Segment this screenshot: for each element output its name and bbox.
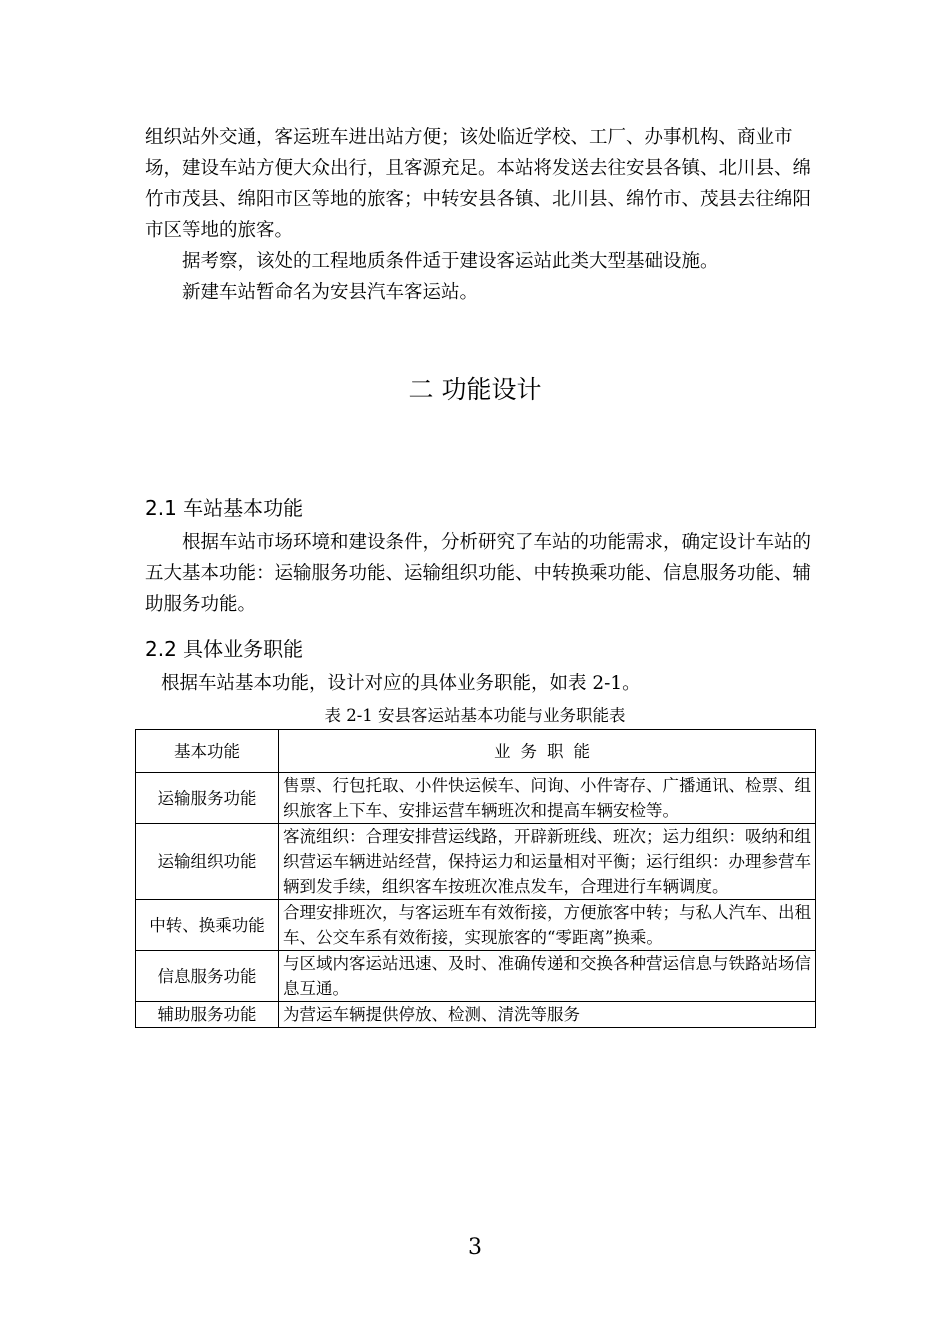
row-function: 信息服务功能: [136, 951, 279, 1002]
intro-paragraph-3: 新建车站暂命名为安县汽车客运站。: [182, 282, 479, 303]
table-caption: 表 2-1 安县客运站基本功能与业务职能表: [324, 706, 626, 725]
table-row: [136, 1002, 816, 1028]
section-2-2-body: 根据车站基本功能，设计对应的具体业务职能，如表 2-1。: [161, 673, 641, 694]
row-function: 中转、换乘功能: [136, 900, 279, 951]
function-table: [135, 729, 816, 1028]
row-duties: 合理安排班次，与客运班车有效衔接，方便旅客中转；与私人汽车、出租车、公交车系有效衔接，实现旅客的“零距离”换乘。: [279, 900, 816, 951]
table-row: [136, 900, 816, 951]
chapter-title: 二 功能设计: [408, 375, 542, 404]
intro-paragraph-1: 组织站外交通，客运班车进出站方便；该处临近学校、工厂、办事机构、商业市场，建设车站方便大众出行，且客源充足。本站将发送去往安县各镇、北川县、绵竹市茂县、绵阳市区等地的旅客；中转安县各镇、北川县、绵竹市、茂县去往绵阳市区等地的旅客。: [145, 127, 812, 241]
row-duties: 客流组织：合理安排营运线路，开辟新班线、班次；运力组织：吸纳和组织营运车辆进站经营，保持运力和运量相对平衡；运行组织：办理参营车辆到发手续，组织客车按班次准点发车，合理进行车辆调度。: [279, 824, 816, 900]
header-basic-function: 基本功能: [136, 730, 279, 773]
table-row: [136, 824, 816, 900]
section-heading-2-1: 2.1 车站基本功能: [145, 496, 304, 520]
table-row: [136, 773, 816, 824]
header-business-duties: 业务职能: [279, 730, 816, 773]
row-duties: 售票、行包托取、小件快运候车、问询、小件寄存、广播通讯、检票、组织旅客上下车、安排运营车辆班次和提高车辆安检等。: [279, 773, 816, 824]
row-function: 辅助服务功能: [136, 1002, 279, 1028]
row-function: 运输服务功能: [136, 773, 279, 824]
section-heading-2-2: 2.2 具体业务职能: [145, 637, 304, 661]
table-row: [136, 951, 816, 1002]
table-header-row: [136, 730, 816, 773]
page-number: 3: [468, 1235, 482, 1260]
section-2-1-body: 根据车站市场环境和建设条件，分析研究了车站的功能需求，确定设计车站的五大基本功能：运输服务功能、运输组织功能、中转换乘功能、信息服务功能、辅助服务功能。: [145, 532, 812, 615]
intro-paragraph-2: 据考察，该处的工程地质条件适于建设客运站此类大型基础设施。: [182, 251, 719, 272]
row-function: 运输组织功能: [136, 824, 279, 900]
row-duties: 与区域内客运站迅速、及时、准确传递和交换各种营运信息与铁路站场信息互通。: [279, 951, 816, 1002]
row-duties: 为营运车辆提供停放、检测、清洗等服务: [279, 1002, 816, 1028]
